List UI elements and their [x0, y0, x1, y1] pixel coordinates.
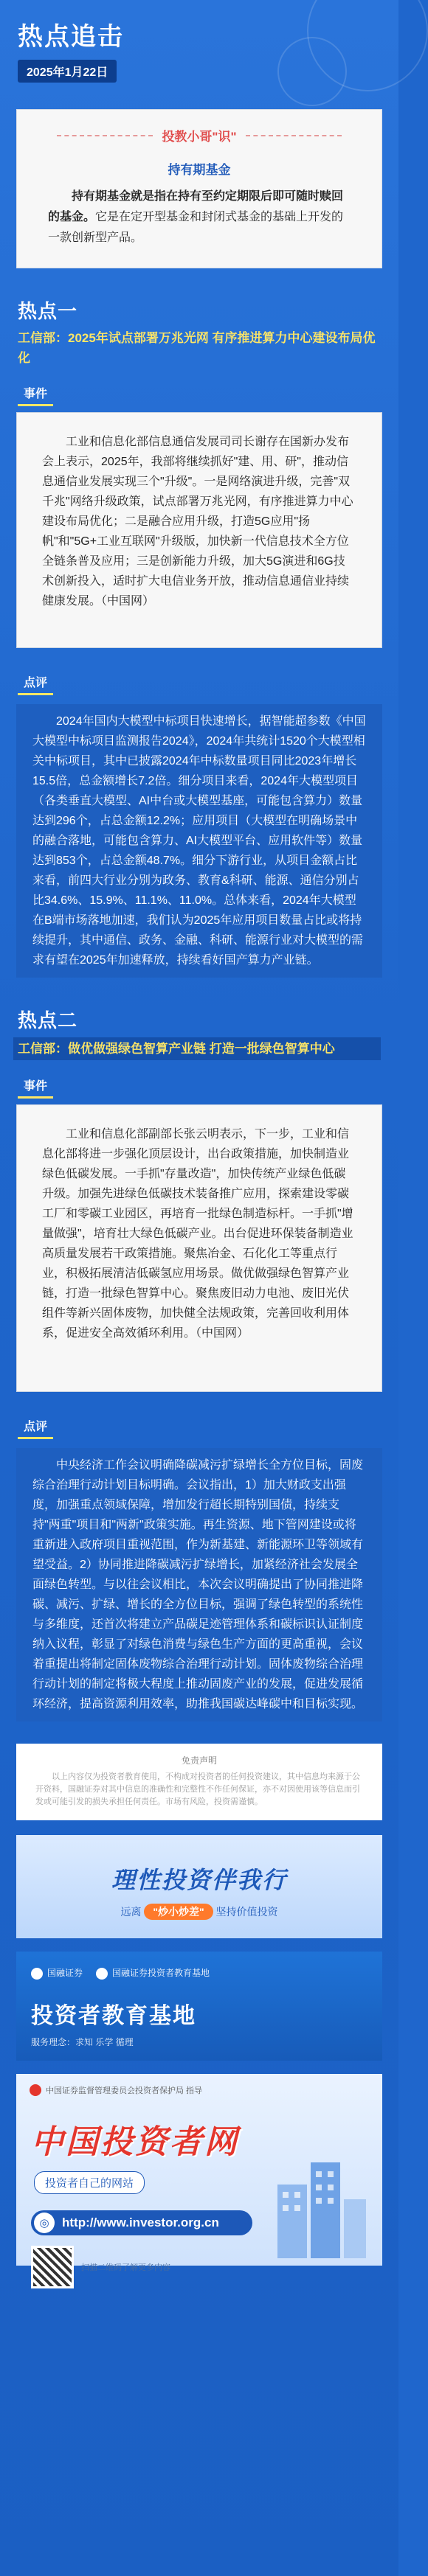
hot1-event-text: 工业和信息化部信息通信发展司司长谢存在国新办发布会上表示，2025年，我部将继续抓好"建、用、研"，推动信息通信业发展实现三个"升级"。一是网络演进升级，完善"双千兆"网络升级政策，试点部署万兆光网，有序推进算力中心建设布局优化；二是融合应用升级，打造5G应用"扬帆"和"5G+工业互联网"升级版，加快新一代信息技术全方位全链条普及应用；三是创新能力升级，加大5G演进和6G技术创新投入，适时扩大电信业务开放，推动信息通信业持续健康发展。（中国网） — [16, 412, 382, 648]
decor-circle — [277, 37, 347, 106]
site-top-text: 中国证券监督管理委员会投资者保护局 指导 — [46, 2086, 203, 2095]
guorong-logo — [31, 1966, 83, 1980]
hot1-comment-text: 2024年国内大模型中标项目快速增长，据智能超参数《中国大模型中标项目监测报告2024》，2024年共统计1520个大模型相关中标项目，其中已披露2024年中标数量项目同比2023年增长15.5倍，总金额增长7.2倍。细分项目来看，2024年大模型项目（各类垂直大模型、AI中台或大模型基座，可能包含算力）数量达到296个，占总金额12.2%；应用项目（大模型在明确场景中的融合落地，可能包含算力、AI大模型平台、应用软件等）数量达到853个，占总金额48.7%。细分下游行业，从项目金额占比来看，前四大行业分别为政务、教育&科研、能源、通信分别占比34.6%、15.9%、11.1%、11.0%。总体来看，2024年大模型在B端市场落地加速，我们认为2025年应用项目数量占比或将持续提升，其中通信、政务、金融、科研、能源行业对大模型的需求有望在2025年加速释放，持续看好国产算力产业链。 — [16, 704, 382, 978]
disclaimer-title: 免责声明 — [181, 1755, 217, 1766]
hot2-title: 工信部：做优做强绿色智算产业链 打造一批绿色智算中心 — [13, 1037, 381, 1060]
site-url-link[interactable] — [31, 2210, 252, 2235]
hot1-label: 热点一 — [18, 300, 78, 322]
hot2-label: 热点二 — [18, 1009, 78, 1031]
hot1-event-tag: 事件 — [18, 381, 53, 406]
slogan-suffix: 坚持价值投资 — [215, 1906, 278, 1918]
edu-text-bold: 持有期基金就是指在持有至约定期限后即可随时赎回的基金。 — [48, 190, 344, 223]
slogan-pill: "炒小炒差" — [144, 1904, 213, 1920]
edu-text-rest: 它是在定开型基金和封闭式基金的基础上开发的一款创新型产品。 — [48, 211, 344, 244]
base-title: 投资者教育基地 — [31, 2003, 196, 2028]
building-illustration — [263, 2148, 373, 2258]
page-title: 热点追击 — [18, 23, 124, 51]
edu-heading — [48, 126, 351, 145]
slogan-banner — [16, 1835, 382, 1938]
header — [0, 0, 398, 96]
edu-base-banner — [16, 1952, 382, 2061]
hot2-event-text: 工业和信息化部副部长张云明表示，下一步，工业和信息化部将进一步强化顶层设计，出台政策措施，加快制造业绿色低碳发展。一手抓"存量改造"，加快传统产业绿色低碳升级。加强先进绿色低碳技术装备推广应用，探索建设零碳工厂和零碳工业园区，再培育一批绿色制造标杆。一手抓"增量做强"，培育壮大绿色低碳产业。出台促进环保装备制造业高质量发展若干政策措施。聚焦冶金、石化化工等重点行业，积极拓展清洁低碳氢应用场景。做优做强绿色智算产业链，打造一批绿色智算中心。聚焦废旧动力电池、废旧光伏组件等新兴固体废物，加快健全法规政策，完善回收利用体系，促进安全高效循环利用。（中国网） — [16, 1104, 382, 1392]
base-logo — [96, 1966, 210, 1980]
qr-caption: 扫描二维码了解更多内容 — [81, 2263, 170, 2272]
logo1-text: 国融证券 — [47, 1968, 83, 1978]
hot1-title: 工信部：2025年试点部署万兆光网 有序推进算力中心建设布局优化 — [18, 331, 376, 365]
site-tagline: 投资者自己的网站 — [34, 2171, 145, 2194]
slogan-prefix: 远离 — [120, 1906, 142, 1918]
slogan-sub — [120, 1904, 277, 1919]
date-badge: 2025年1月22日 — [18, 60, 117, 83]
base-sub: 服务理念：求知 乐学 循理 — [31, 2036, 134, 2047]
hot2-comment-text: 中央经济工作会议明确降碳减污扩绿增长全方位目标，固废综合治理行动计划目标明确。会议指出，1）加大财政支出强度，加强重点领域保障，增加发行超长期特别国债，持续支持"两重"项目和"两新"政策实施。再生资源、地下管网建设或将重新进入政府项目重视范围，作为新基建、新能源环卫等领域有望受益。2）协同推进降碳减污扩绿增长，加紧经济社会发展全面绿色转型。与以往会议相比，本次会议明确提出了协同推进降碳、减污、扩绿、增长的全方位目标，强调了绿色转型的系统性与多维度，还首次将建立产品碳足迹管理体系和碳标识认证制度纳入议程，彰显了对绿色消费与绿色生产方面的更高重视，会议着重提出将制定固体废物综合治理行动计划。固体废物综合治理行动计划的制定将极大程度上推动固废产业的发展，促进发展循环经济，提高资源利用效率，助推我国碳达峰碳中和目标实现。 — [16, 1448, 382, 1722]
hot1-header — [0, 268, 398, 368]
slogan-main: 理性投资伴我行 — [111, 1867, 287, 1893]
hot2-comment-tag: 点评 — [18, 1414, 53, 1439]
hot1-comment-tag: 点评 — [18, 670, 53, 695]
site-url-text: http://www.investor.org.cn — [62, 2215, 219, 2229]
csrc-logo-icon — [30, 2084, 41, 2096]
globe-icon: ◎ — [34, 2213, 55, 2233]
edu-heading-text: 投教小哥"识" — [162, 130, 237, 144]
base-logos — [31, 1966, 367, 1980]
divider — [246, 135, 342, 136]
investor-site-banner — [16, 2074, 382, 2272]
hot2-event-tag: 事件 — [18, 1073, 53, 1099]
hot2-header — [0, 978, 398, 1060]
logo-icon — [31, 1968, 43, 1980]
divider — [57, 135, 153, 136]
site-name: 中国投资者网 — [31, 2124, 239, 2160]
site-top — [16, 2074, 382, 2096]
edu-text — [48, 187, 351, 248]
edu-subtitle: 持有期基金 — [168, 163, 231, 177]
disclaimer — [16, 1744, 382, 1820]
edu-card — [16, 109, 382, 268]
logo-icon — [96, 1968, 108, 1980]
disclaimer-text: 以上内容仅为投资者教育使用，不构成对投资者的任何投资建议，其中信息均来源于公开资料，国融证券对其中信息的准确性和完整性不作任何保证，亦不对因使用该等信息而引发或可能引发的损失承担任何责任。市场有风险，投资需谨慎。 — [35, 1772, 360, 1806]
qr-code — [31, 2246, 74, 2288]
logo2-text: 国融证券投资者教育基地 — [112, 1968, 210, 1978]
